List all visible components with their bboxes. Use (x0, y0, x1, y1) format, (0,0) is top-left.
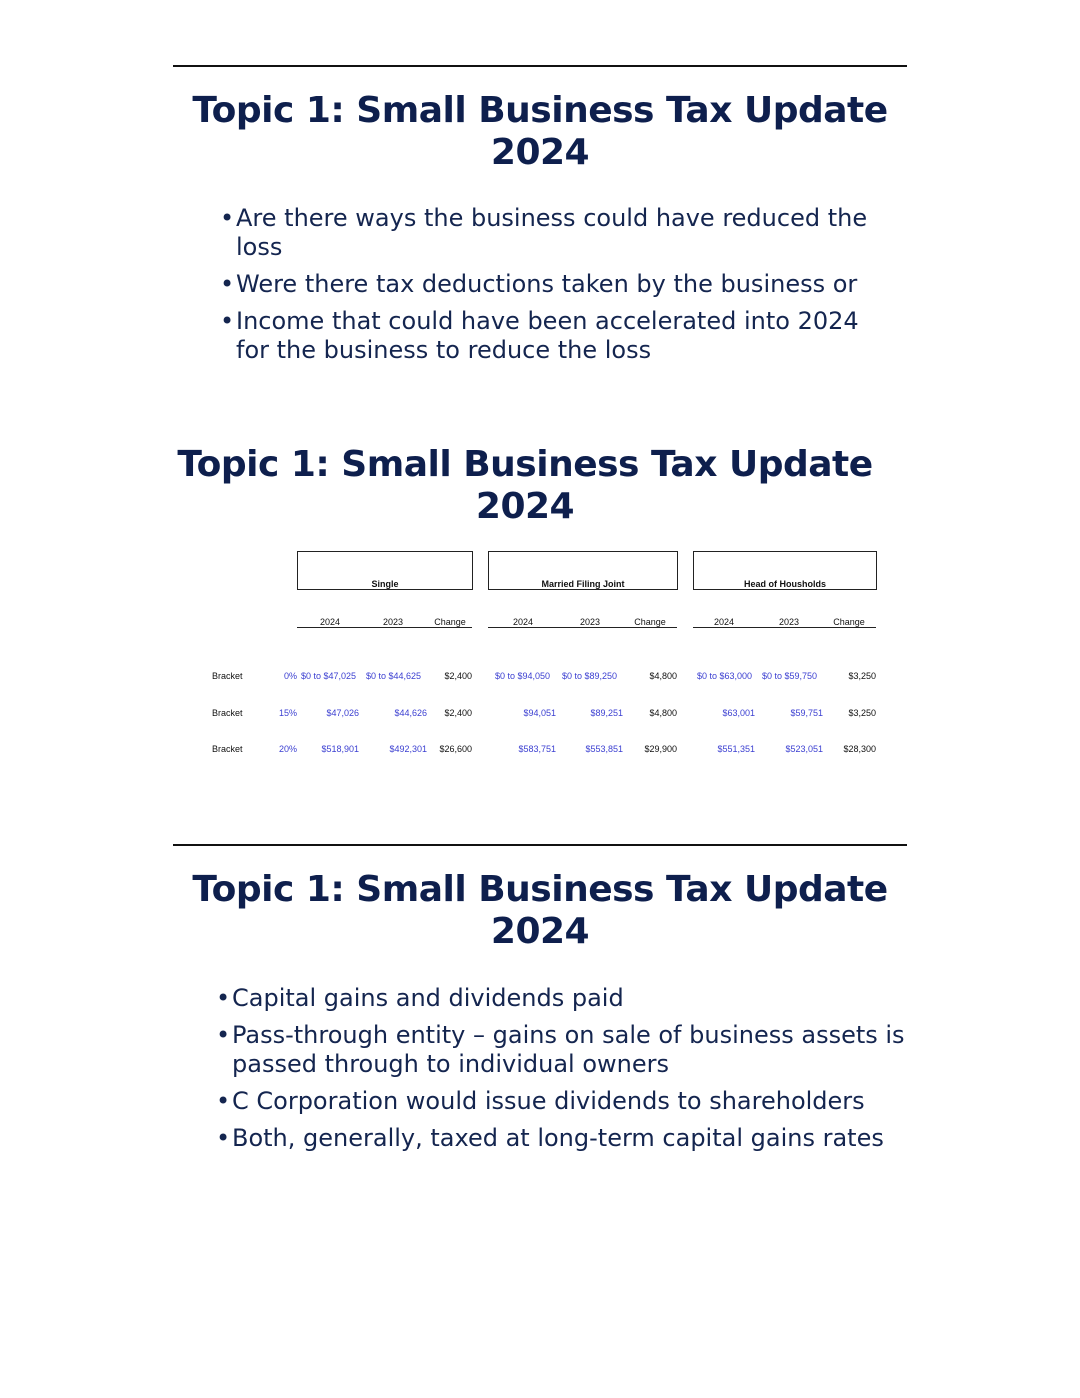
group-header-single: Single (297, 551, 473, 590)
table-cell: $89,251 (590, 708, 623, 718)
subheader-2023-hoh: 2023 (778, 617, 800, 627)
bullet-icon: • (220, 307, 235, 335)
slide2-title-line1: Topic 1: Small Business Tax Update (177, 444, 873, 485)
subheader-2023-mfj: 2023 (579, 617, 601, 627)
table-cell: $3,250 (848, 708, 876, 718)
subheader-2023-single: 2023 (382, 617, 404, 627)
table-cell: $0 to $47,025 (300, 671, 356, 681)
table-cell: $583,751 (518, 744, 556, 754)
slide3-title (173, 869, 907, 953)
subheader-2024-hoh: 2024 (713, 617, 735, 627)
subheader-change-single: Change (434, 617, 466, 627)
slide1-title-line1: Topic 1: Small Business Tax Update (192, 90, 888, 131)
slide2-title-line2: 2024 (475, 486, 575, 527)
subheader-change-hoh: Change (833, 617, 865, 627)
bullet-icon: • (216, 1021, 231, 1049)
table-cell: $0 to $59,750 (761, 671, 817, 681)
table-cell: $28,300 (843, 744, 876, 754)
slide1-title (173, 90, 907, 174)
table-cell: $2,400 (444, 671, 472, 681)
slide-divider-top (173, 65, 907, 67)
slide3-title-line2: 2024 (490, 911, 590, 952)
list-item: • Are there ways the business could have reduced the loss (220, 204, 868, 261)
slide-divider-bottom (173, 844, 907, 846)
subheader-underline (488, 627, 677, 628)
slide1-bullet-list (220, 204, 880, 373)
list-item: • Were there tax deductions taken by the business or (220, 270, 858, 298)
table-cell: $0 to $44,625 (365, 671, 421, 681)
table-cell: $47,026 (326, 708, 359, 718)
row-rate: 20% (278, 744, 297, 754)
subheader-2024-mfj: 2024 (512, 617, 534, 627)
row-label: Bracket (212, 744, 243, 754)
table-cell: $3,250 (848, 671, 876, 681)
subheader-underline (297, 627, 472, 628)
group-header-hoh: Head of Housholds (693, 551, 877, 590)
list-item: • Capital gains and dividends paid (216, 984, 624, 1012)
group-header-mfj: Married Filing Joint (488, 551, 678, 590)
table-cell: $44,626 (394, 708, 427, 718)
table-cell: $518,901 (321, 744, 359, 754)
table-cell: $553,851 (585, 744, 623, 754)
table-cell: $0 to $94,050 (494, 671, 550, 681)
table-cell: $523,051 (785, 744, 823, 754)
table-cell: $0 to $63,000 (696, 671, 752, 681)
list-item: • Both, generally, taxed at long-term capital gains rates (216, 1124, 884, 1152)
slide2-title (158, 444, 892, 528)
slide3-bullet-list (216, 984, 906, 1161)
bullet-icon: • (220, 204, 235, 232)
row-rate: 15% (278, 708, 297, 718)
bullet-icon: • (220, 270, 235, 298)
subheader-change-mfj: Change (634, 617, 666, 627)
list-item: • Pass-through entity – gains on sale of business assets is passed through to individual owners (216, 1021, 905, 1078)
table-cell: $94,051 (523, 708, 556, 718)
list-item: • C Corporation would issue dividends to shareholders (216, 1087, 865, 1115)
table-cell: $492,301 (389, 744, 427, 754)
row-rate: 0% (283, 671, 297, 681)
subheader-2024-single: 2024 (319, 617, 341, 627)
bullet-icon: • (216, 984, 231, 1012)
slide1-title-line2: 2024 (490, 132, 590, 173)
table-cell: $4,800 (649, 708, 677, 718)
table-cell: $63,001 (722, 708, 755, 718)
table-cell: $26,600 (439, 744, 472, 754)
bullet-icon: • (216, 1124, 231, 1152)
row-label: Bracket (212, 708, 243, 718)
table-cell: $0 to $89,250 (561, 671, 617, 681)
table-cell: $551,351 (717, 744, 755, 754)
table-cell: $29,900 (644, 744, 677, 754)
table-cell: $2,400 (444, 708, 472, 718)
table-cell: $59,751 (790, 708, 823, 718)
row-label: Bracket (212, 671, 243, 681)
subheader-underline (693, 627, 876, 628)
slide3-title-line1: Topic 1: Small Business Tax Update (192, 869, 888, 910)
bullet-icon: • (216, 1087, 231, 1115)
list-item: • Income that could have been accelerated into 2024 for the business to reduce the loss (220, 307, 859, 364)
table-cell: $4,800 (649, 671, 677, 681)
